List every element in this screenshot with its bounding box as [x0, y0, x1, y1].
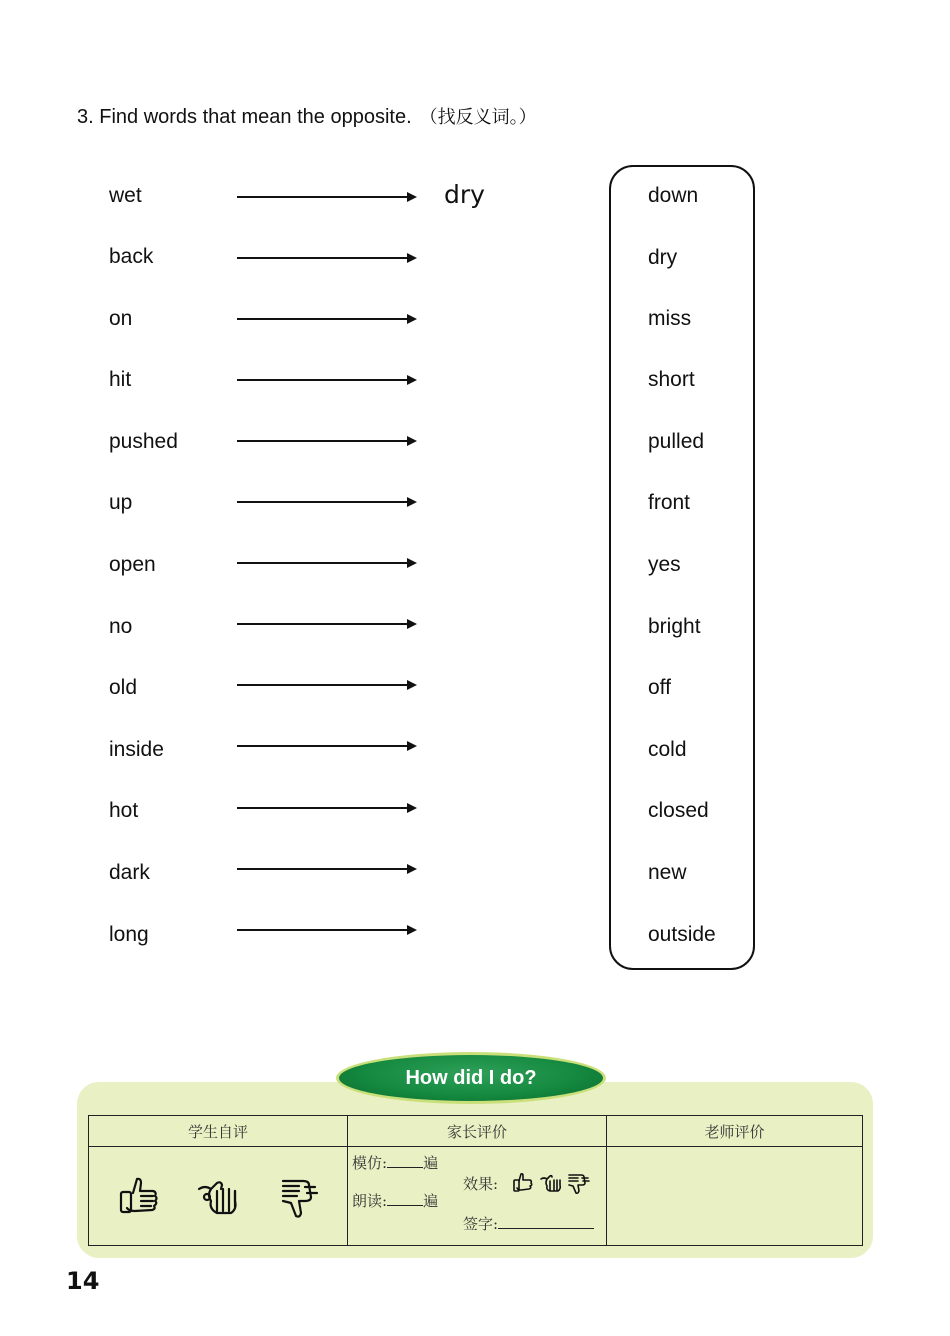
arrow-icon [237, 862, 417, 876]
left-word: no [109, 615, 133, 638]
left-word: back [109, 245, 154, 268]
imitate-row [352, 1152, 438, 1173]
effect-hands-icon[interactable] [513, 1171, 593, 1195]
read-row [352, 1190, 438, 1211]
arrow-icon [237, 678, 417, 692]
imitate-unit: 遍 [423, 1154, 439, 1172]
arrow-icon [237, 801, 417, 815]
left-word: pushed [109, 430, 178, 453]
arrow-icon [237, 617, 417, 631]
word-bank-item: pulled [648, 430, 705, 453]
word-bank-item: miss [648, 307, 692, 330]
left-word: hit [109, 368, 132, 391]
arrow-icon [237, 190, 417, 204]
evaluation-title-badge [336, 1052, 606, 1104]
col-parent-header: 家长评价 [348, 1116, 607, 1147]
arrow-icon [237, 739, 417, 753]
word-bank-item: down [648, 184, 699, 207]
read-unit: 遍 [423, 1192, 439, 1210]
word-bank-item: off [648, 676, 671, 699]
arrow-icon [237, 312, 417, 326]
word-bank-item: closed [648, 799, 709, 822]
read-label: 朗读: [352, 1192, 388, 1210]
col-student-header: 学生自评 [89, 1116, 348, 1147]
left-word: wet [109, 184, 142, 207]
left-word: hot [109, 799, 139, 822]
word-bank-item: yes [648, 553, 681, 576]
left-word: open [109, 553, 156, 576]
read-blank[interactable] [387, 1191, 423, 1206]
imitate-label: 模仿: [352, 1154, 388, 1172]
imitate-blank[interactable] [387, 1153, 423, 1168]
student-cell [89, 1147, 348, 1246]
evaluation-title: How did I do? [405, 1066, 537, 1089]
effect-label: 效果: [463, 1175, 499, 1193]
arrow-icon [237, 373, 417, 387]
arrow-icon [237, 556, 417, 570]
teacher-cell[interactable] [607, 1147, 863, 1246]
left-word: inside [109, 738, 164, 761]
word-bank-item: outside [648, 923, 716, 946]
left-word: old [109, 676, 138, 699]
left-word: dark [109, 861, 150, 884]
col-teacher-header: 老师评价 [607, 1116, 863, 1147]
exercise-instruction [77, 103, 537, 129]
page-number: 14 [66, 1267, 100, 1295]
thumbs-up-icon[interactable] [117, 1175, 161, 1219]
instruction-chinese: （找反义词。） [419, 107, 537, 128]
arrow-icon [237, 251, 417, 265]
sign-label: 签字: [463, 1215, 499, 1233]
thumbs-down-icon[interactable] [275, 1175, 319, 1221]
word-bank-item: front [648, 491, 691, 514]
arrow-icon [237, 434, 417, 448]
arrow-icon [237, 495, 417, 509]
parent-cell [348, 1147, 607, 1246]
instruction-text: 3. Find words that mean the opposite. [77, 106, 412, 128]
answer-field[interactable]: dry [444, 180, 485, 209]
word-bank-item: dry [648, 246, 678, 269]
effect-row [463, 1173, 498, 1194]
word-bank-item: bright [648, 615, 701, 638]
word-bank-box [609, 165, 755, 970]
left-word: long [109, 923, 149, 946]
left-word: up [109, 491, 133, 514]
word-bank-item: cold [648, 738, 687, 761]
left-word: on [109, 307, 133, 330]
sign-row [463, 1213, 594, 1234]
sign-blank[interactable] [498, 1214, 594, 1229]
ok-hand-icon[interactable] [195, 1175, 241, 1219]
arrow-icon [237, 923, 417, 937]
word-bank-item: short [648, 368, 695, 391]
evaluation-table [88, 1115, 863, 1246]
word-bank-item: new [648, 861, 687, 884]
